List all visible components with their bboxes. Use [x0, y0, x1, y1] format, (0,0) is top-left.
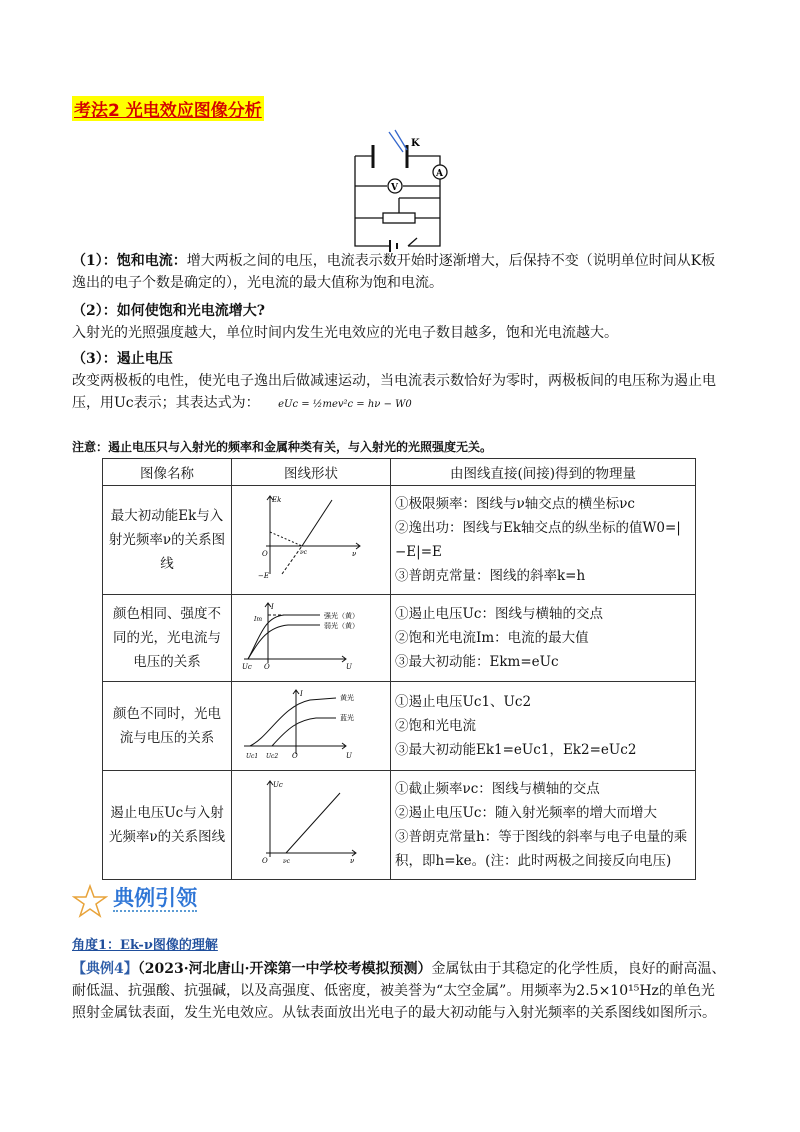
p2-text: 入射光的光照强度越大，单位时间内发生光电效应的光电子数目越多，饱和光电流越大。: [72, 325, 618, 341]
row-description: [391, 595, 696, 682]
row-line: ①极限频率：图线与ν轴交点的横坐标νc: [395, 496, 635, 512]
row-description: [391, 486, 696, 595]
row-name: 遏止电压Uc与入射光频率ν的关系图线: [103, 771, 232, 880]
example-text1: 金属钛由于其稳定的化学性质，良好的耐高温、: [431, 961, 726, 977]
graph-uc-label: Uc: [242, 663, 252, 671]
row-line: ①截止频率νc：图线与横轴的交点: [395, 781, 600, 797]
star-icon: [72, 884, 108, 918]
p1-text2: 逸出的电子个数是确定的），光电流的最大值称为饱和电流。: [72, 275, 443, 291]
circuit-v-label: V: [391, 183, 398, 193]
row-line: ①遏止电压Uc：图线与横轴的交点: [395, 606, 603, 622]
example-source: （2023·河北唐山·开滦第一中学校考模拟预测）: [137, 961, 432, 977]
table-row: [103, 682, 696, 771]
table-row: [103, 486, 696, 595]
graph-vc-label: νc: [283, 858, 291, 865]
header-graph-name: 图像名称: [103, 459, 232, 486]
graph-y-label: Ek: [272, 496, 282, 504]
p2-heading: （2）：如何使饱和光电流增大?: [72, 303, 265, 319]
row-description: [391, 771, 696, 880]
graph-origin-label: O: [264, 663, 270, 671]
increase-current-paragraph: [72, 300, 752, 344]
graph-neg-e-label: −E: [258, 572, 269, 580]
row-line: ②饱和光电流: [395, 718, 476, 734]
p3-heading: （3）：遏止电压: [72, 351, 173, 367]
stopping-voltage-formula: eUc = ½mev²c = hν − W0: [278, 399, 412, 410]
example-paragraph: [72, 958, 772, 1024]
row-line: ②饱和光电流Im：电流的最大值: [395, 630, 589, 646]
graph-analysis-table: [102, 458, 696, 880]
graph-origin-label: O: [262, 857, 268, 865]
graph-strong-light-label: 强光（黄）: [324, 612, 359, 620]
note-text: 注意：遏止电压只与入射光的频率和金属种类有关，与入射光的光照强度无关。: [72, 440, 493, 454]
row-description: [391, 682, 696, 771]
graph-x-label: U: [346, 752, 352, 760]
angle-title: 角度1：Ek-ν图像的理解: [72, 938, 218, 953]
table-header-row: [103, 459, 696, 486]
section-header: [72, 882, 197, 918]
row-line: ②逸出功：图线与Ek轴交点的纵坐标的值W0=|−E|=E: [395, 520, 681, 560]
row-line: ③最大初动能Ek1=eUc1，Ek2=eUc2: [395, 742, 637, 758]
graph-y-label: Uc: [273, 781, 283, 789]
color-current-voltage-graph: [232, 682, 391, 771]
graph-y-label: I: [271, 603, 274, 611]
graph-x-label: ν: [352, 550, 357, 558]
row-name: 最大初动能Ek与入射光频率ν的关系图线: [103, 486, 232, 595]
row-line: ①遏止电压Uc1、Uc2: [395, 694, 532, 710]
row-line: ③最大初动能：Ekm=eUc: [395, 654, 559, 670]
saturation-current-paragraph: [72, 250, 752, 294]
graph-blue-light-label: 蓝光: [340, 714, 354, 722]
example-text2: 耐低温、抗强酸、抗强碱，以及高强度、低密度，被美誉为“太空金属”。用频率为2.5×10¹⁵Hz的单色光: [72, 983, 715, 999]
circuit-k-label: K: [411, 138, 420, 149]
p3-text2: 压，用Uc表示；其表达式为：: [72, 395, 260, 411]
intensity-current-voltage-graph: [232, 595, 391, 682]
p3-text1: 改变两极板的电性，使光电子逸出后做减速运动，当电流表示数恰好为零时，两极板间的电压称为遏止电: [72, 373, 716, 389]
table-row: [103, 595, 696, 682]
graph-y-label: I: [300, 690, 303, 698]
row-name: 颜色相同、强度不同的光，光电流与电压的关系: [103, 595, 232, 682]
p1-heading: （1）：饱和电流：: [72, 253, 187, 269]
stopping-voltage-frequency-graph: [232, 771, 391, 880]
graph-x-label: ν: [350, 857, 355, 865]
graph-origin-label: O: [262, 550, 268, 558]
graph-im-label: Im: [254, 616, 263, 623]
ek-frequency-graph: [232, 486, 391, 595]
circuit-a-label: A: [436, 169, 443, 179]
row-line: ②遏止电压Uc：随入射光频率的增大而增大: [395, 805, 657, 821]
graph-x-label: U: [346, 663, 352, 671]
p1-text1: 增大两板之间的电压，电流表示数开始时逐渐增大，后保持不变（说明单位时间从K板: [186, 253, 716, 269]
table-row: [103, 771, 696, 880]
graph-vc-label: νc: [300, 549, 308, 556]
photoelectric-circuit-diagram: [345, 128, 455, 252]
row-line: ③普朗克常量h：等于图线的斜率与电子电量的乘积，即h=ke。(注：此时两极之间接反向电压): [395, 829, 688, 869]
graph-uc1-label: Uc1: [246, 753, 259, 760]
stopping-voltage-paragraph: [72, 348, 762, 416]
header-graph-shape: 图线形状: [232, 459, 391, 486]
graph-uc2-label: Uc2: [266, 753, 279, 760]
page-title: 考法2 光电效应图像分析: [72, 96, 264, 121]
section-title: 典例引领: [113, 886, 198, 910]
graph-weak-light-label: 弱光（黄）: [324, 622, 359, 630]
example-tag: 【典例4】: [72, 961, 138, 977]
header-physical-quantity: 由图线直接(间接)得到的物理量: [391, 459, 696, 486]
row-line: ③普朗克常量：图线的斜率k=h: [395, 568, 586, 584]
graph-yellow-light-label: 黄光: [340, 694, 354, 702]
example-text3: 照射金属钛表面，发生光电效应。从钛表面放出光电子的最大初动能与入射光频率的关系图线如图所示。: [72, 1005, 716, 1021]
row-name: 颜色不同时，光电流与电压的关系: [103, 682, 232, 771]
graph-origin-label: O: [292, 752, 298, 760]
